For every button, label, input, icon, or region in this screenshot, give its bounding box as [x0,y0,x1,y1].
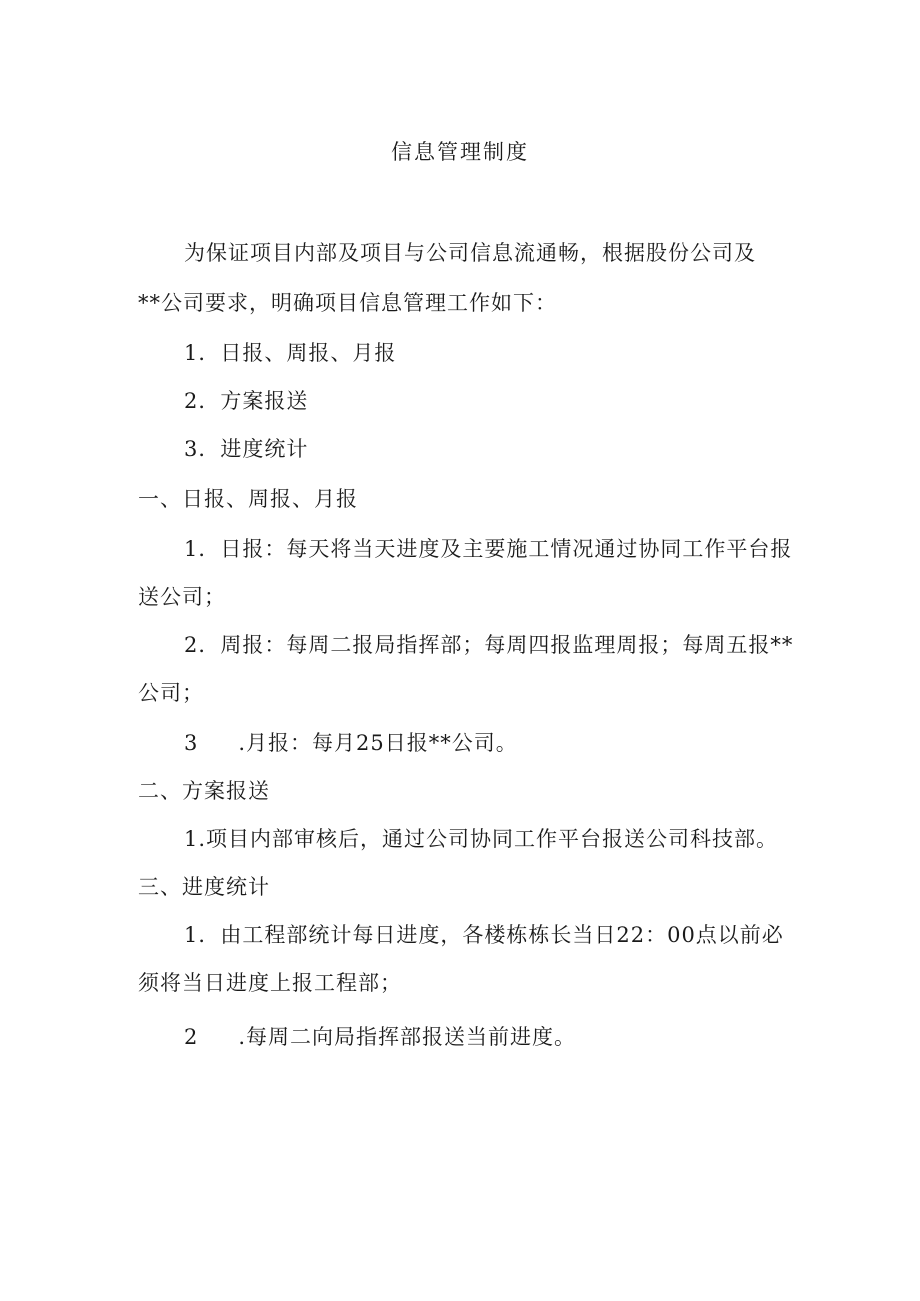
document-title: 信息管理制度 [391,140,529,164]
section3-item2-text: .每周二向局指挥部报送当前进度。 [238,1025,577,1049]
section3-item2 [184,1022,576,1052]
toc-item-2: 2．方案报送 [184,389,309,413]
section2-item1: 1.项目内部审核后，通过公司协同工作平台报送公司科技部。 [184,827,779,851]
section1-item1-line2: 送公司； [138,585,226,609]
intro-paragraph-line2: **公司要求，明确项目信息管理工作如下： [138,291,557,315]
section1-item3 [184,728,518,758]
section2-heading: 二、方案报送 [138,779,270,803]
section1-item3-text: .月报：每月25日报**公司。 [238,731,518,755]
section1-heading: 一、日报、周报、月报 [138,487,358,511]
section3-item2-number: 2 [184,1025,199,1049]
section3-item1-line2: 须将当日进度上报工程部； [138,971,402,995]
intro-paragraph-line1: 为保证项目内部及项目与公司信息流通畅，根据股份公司及 [184,241,756,265]
section3-heading: 三、进度统计 [138,875,270,899]
section3-item1-line1: 1．由工程部统计每日进度，各楼栋栋长当日22：00点以前必 [184,923,784,947]
toc-item-3: 3．进度统计 [184,437,309,461]
toc-item-1: 1．日报、周报、月报 [184,341,397,365]
section1-item1-line1: 1．日报：每天将当天进度及主要施工情况通过协同工作平台报 [184,537,793,561]
section1-item2-line1: 2．周报：每周二报局指挥部；每周四报监理周报；每周五报** [184,633,794,657]
section1-item2-line2: 公司； [138,681,204,705]
section1-item3-number: 3 [184,731,199,755]
